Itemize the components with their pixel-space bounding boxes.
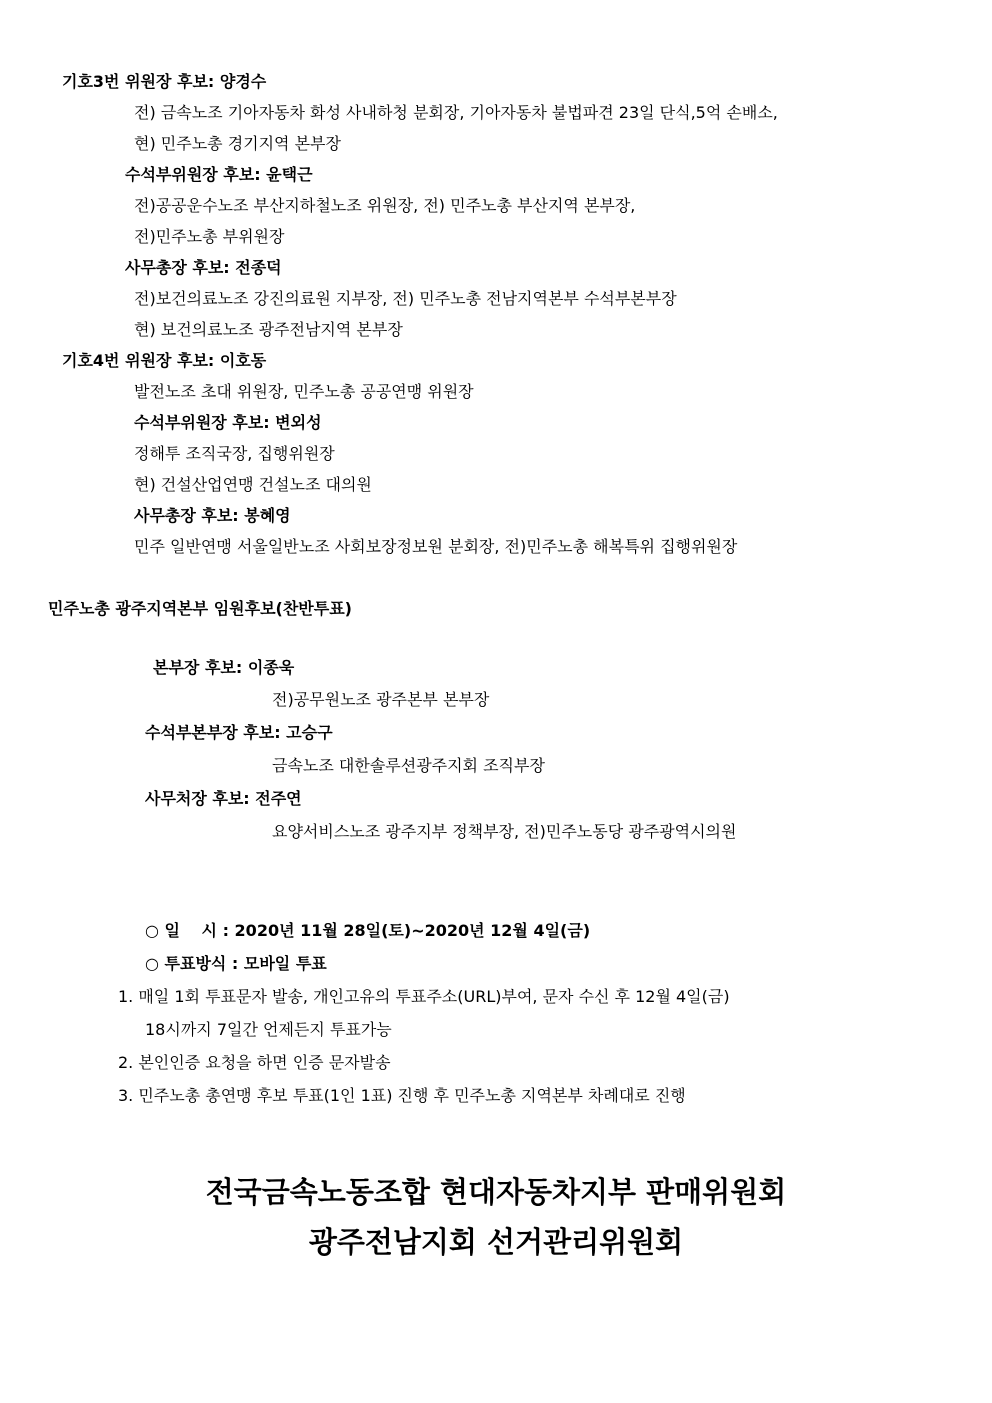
- candidate-3-vp-bio-2: 전)민주노총 부위원장: [134, 227, 285, 246]
- vote-instruction-1-cont: 18시까지 7일간 언제든지 투표가능: [145, 1020, 392, 1039]
- candidate-4-vp-heading: 수석부위원장 후보: 변외성: [134, 413, 322, 432]
- candidate-4-vp-bio-2: 현) 건설산업연맹 건설노조 대의원: [134, 475, 372, 494]
- candidate-4-vp-bio-1: 정해투 조직국장, 집행위원장: [134, 444, 335, 463]
- gwangju-secretary-bio: 요양서비스노조 광주지부 정책부장, 전)민주노동당 광주광역시의원: [272, 822, 737, 841]
- candidate-4-heading: 기호4번 위원장 후보: 이호동: [62, 351, 267, 370]
- candidate-4-bio-1: 발전노조 초대 위원장, 민주노총 공공연맹 위원장: [134, 382, 474, 401]
- gwangju-chief-bio: 전)공무원노조 광주본부 본부장: [272, 690, 490, 709]
- candidate-3-sg-bio-2: 현) 보건의료노조 광주전남지역 본부장: [134, 320, 403, 339]
- vote-date: ○ 일 시 : 2020년 11월 28일(토)~2020년 12월 4일(금): [145, 921, 591, 940]
- candidate-3-bio-1: 전) 금속노조 기아자동차 화성 사내하청 분회장, 기아자동차 불법파견 23일 단식,5억 손배소,: [134, 103, 778, 122]
- vote-instruction-1: 1. 매일 1회 투표문자 발송, 개인고유의 투표주소(URL)부여, 문자 수신 후 12월 4일(금): [118, 987, 730, 1006]
- candidate-3-vp-heading: 수석부위원장 후보: 윤택근: [125, 165, 313, 184]
- candidate-3-bio-2: 현) 민주노총 경기지역 본부장: [134, 134, 341, 153]
- candidate-3-heading: 기호3번 위원장 후보: 양경수: [62, 72, 267, 91]
- footer-org-line-2: 광주전남지회 선거관리위원회: [308, 1225, 684, 1259]
- candidate-3-vp-bio-1: 전)공공운수노조 부산지하철노조 위원장, 전) 민주노총 부산지역 본부장,: [134, 196, 636, 215]
- vote-instruction-2: 2. 본인인증 요청을 하면 인증 문자발송: [118, 1053, 391, 1072]
- gwangju-chief-heading: 본부장 후보: 이종욱: [153, 658, 295, 677]
- gwangju-vice-heading: 수석부본부장 후보: 고승구: [145, 723, 333, 742]
- vote-method: ○ 투표방식 : 모바일 투표: [145, 954, 327, 973]
- vote-instruction-3: 3. 민주노총 총연맹 후보 투표(1인 1표) 진행 후 민주노총 지역본부 차례대로 진행: [118, 1086, 686, 1105]
- candidate-3-sg-bio-1: 전)보건의료노조 강진의료원 지부장, 전) 민주노총 전남지역본부 수석부본부장: [134, 289, 677, 308]
- gwangju-secretary-heading: 사무처장 후보: 전주연: [145, 789, 302, 808]
- gwangju-section-title: 민주노총 광주지역본부 임원후보(찬반투표): [48, 599, 352, 618]
- candidate-3-sg-heading: 사무총장 후보: 전종덕: [125, 258, 282, 277]
- gwangju-vice-bio: 금속노조 대한솔루션광주지회 조직부장: [272, 756, 545, 775]
- candidate-4-sg-heading: 사무총장 후보: 봉혜영: [134, 506, 291, 525]
- candidate-4-sg-bio-1: 민주 일반연맹 서울일반노조 사회보장정보원 분회장, 전)민주노총 해복특위 집행위원장: [134, 537, 738, 556]
- footer-org-line-1: 전국금속노동조합 현대자동차지부 판매위원회: [205, 1175, 787, 1209]
